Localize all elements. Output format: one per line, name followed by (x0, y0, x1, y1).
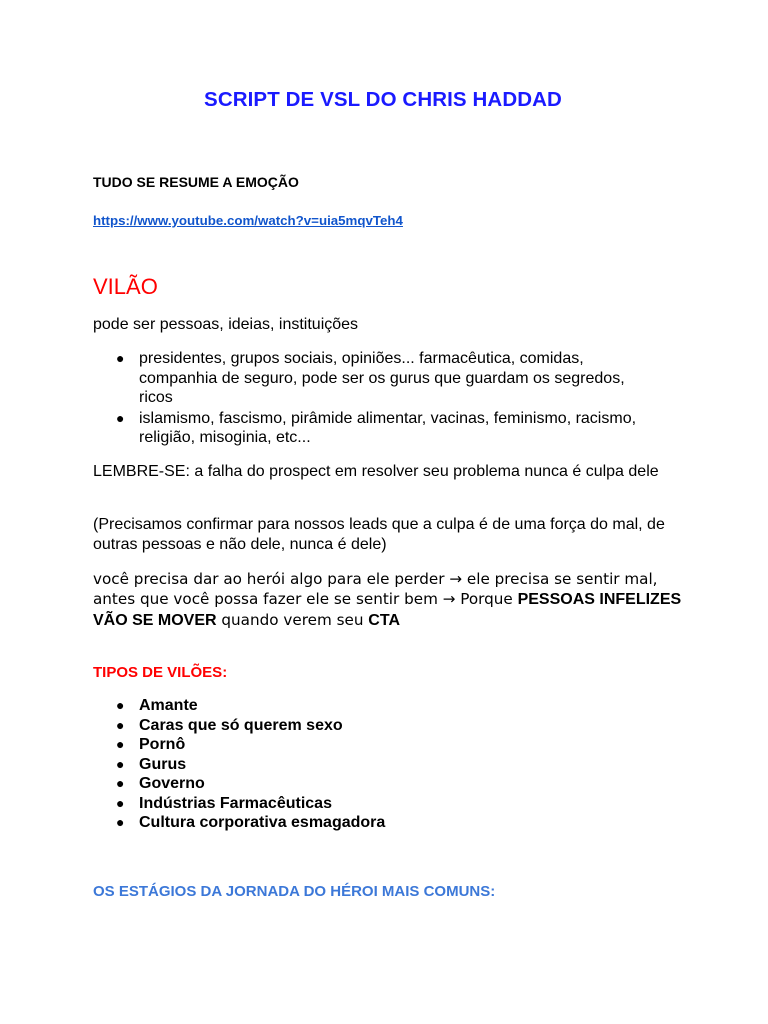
bullet-icon: ● (116, 716, 125, 733)
vilao-examples-list (93, 349, 653, 449)
heroi-paragraph (93, 569, 683, 631)
list-item-text: Cultura corporativa esmagadora (139, 814, 386, 831)
list-item-text: Indústrias Farmacêuticas (139, 794, 332, 812)
youtube-link[interactable]: https://www.youtube.com/watch?v=uia5mqvTeh4 (93, 213, 403, 228)
bullet-icon: ● (116, 794, 125, 811)
heroi-bold-cta: CTA (368, 612, 400, 629)
vilao-intro: pode ser pessoas, ideias, instituições (93, 316, 359, 333)
list-item (93, 409, 653, 448)
bullet-icon: ● (116, 775, 125, 791)
tipos-list (93, 696, 385, 833)
list-item (93, 716, 385, 736)
bullet-icon: ● (116, 814, 125, 830)
list-item (93, 813, 385, 833)
list-item-text: Governo (139, 775, 205, 792)
list-item (93, 349, 653, 408)
subtitle: TUDO SE RESUME A EMOÇÃO (93, 174, 299, 190)
heroi-bold-1: PESSOAS INFELIZES VÃO SE MOVER (93, 591, 682, 629)
list-item (93, 774, 385, 794)
list-item-text: Amante (139, 697, 198, 714)
heroi-text-1: você precisa dar ao herói algo para ele perder → ele precisa se sentir mal, antes que você possa fazer ele se sentir bem → Porque (93, 570, 658, 608)
bullet-icon: ● (116, 409, 125, 426)
bullet-icon: ● (116, 350, 125, 366)
list-item (93, 794, 385, 814)
list-item (93, 735, 385, 755)
heading-tipos: TIPOS DE VILÕES: (93, 664, 228, 681)
list-item-text: presidentes, grupos sociais, opiniões... farmacêutica, comidas, companhia de seguro, pode ser os gurus que guardam os segredos, ricos (139, 350, 625, 406)
list-item-text: Caras que só querem sexo (139, 716, 343, 734)
heading-vilao: VILÃO (93, 274, 158, 299)
bullet-icon: ● (116, 755, 125, 772)
bullet-icon: ● (116, 697, 125, 713)
document-title: SCRIPT DE VSL DO CHRIS HADDAD (204, 88, 562, 111)
precisamos-paragraph: (Precisamos confirmar para nossos leads que a culpa é de uma força do mal, de outras pessoas e não dele, nunca é dele) (93, 516, 665, 553)
list-item (93, 755, 385, 775)
list-item-text: islamismo, fascismo, pirâmide alimentar, vacinas, feminismo, racismo, religião, misoginia, etc... (139, 409, 637, 446)
bullet-icon: ● (116, 736, 125, 752)
list-item-text: Pornô (139, 736, 186, 753)
heading-estagios: OS ESTÁGIOS DA JORNADA DO HÉROI MAIS COMUNS: (93, 883, 496, 900)
list-item-text: Gurus (139, 755, 187, 773)
lembre-paragraph: LEMBRE-SE: a falha do prospect em resolver seu problema nunca é culpa dele (93, 463, 659, 480)
list-item (93, 696, 385, 716)
heroi-text-2: quando verem seu (216, 611, 369, 629)
